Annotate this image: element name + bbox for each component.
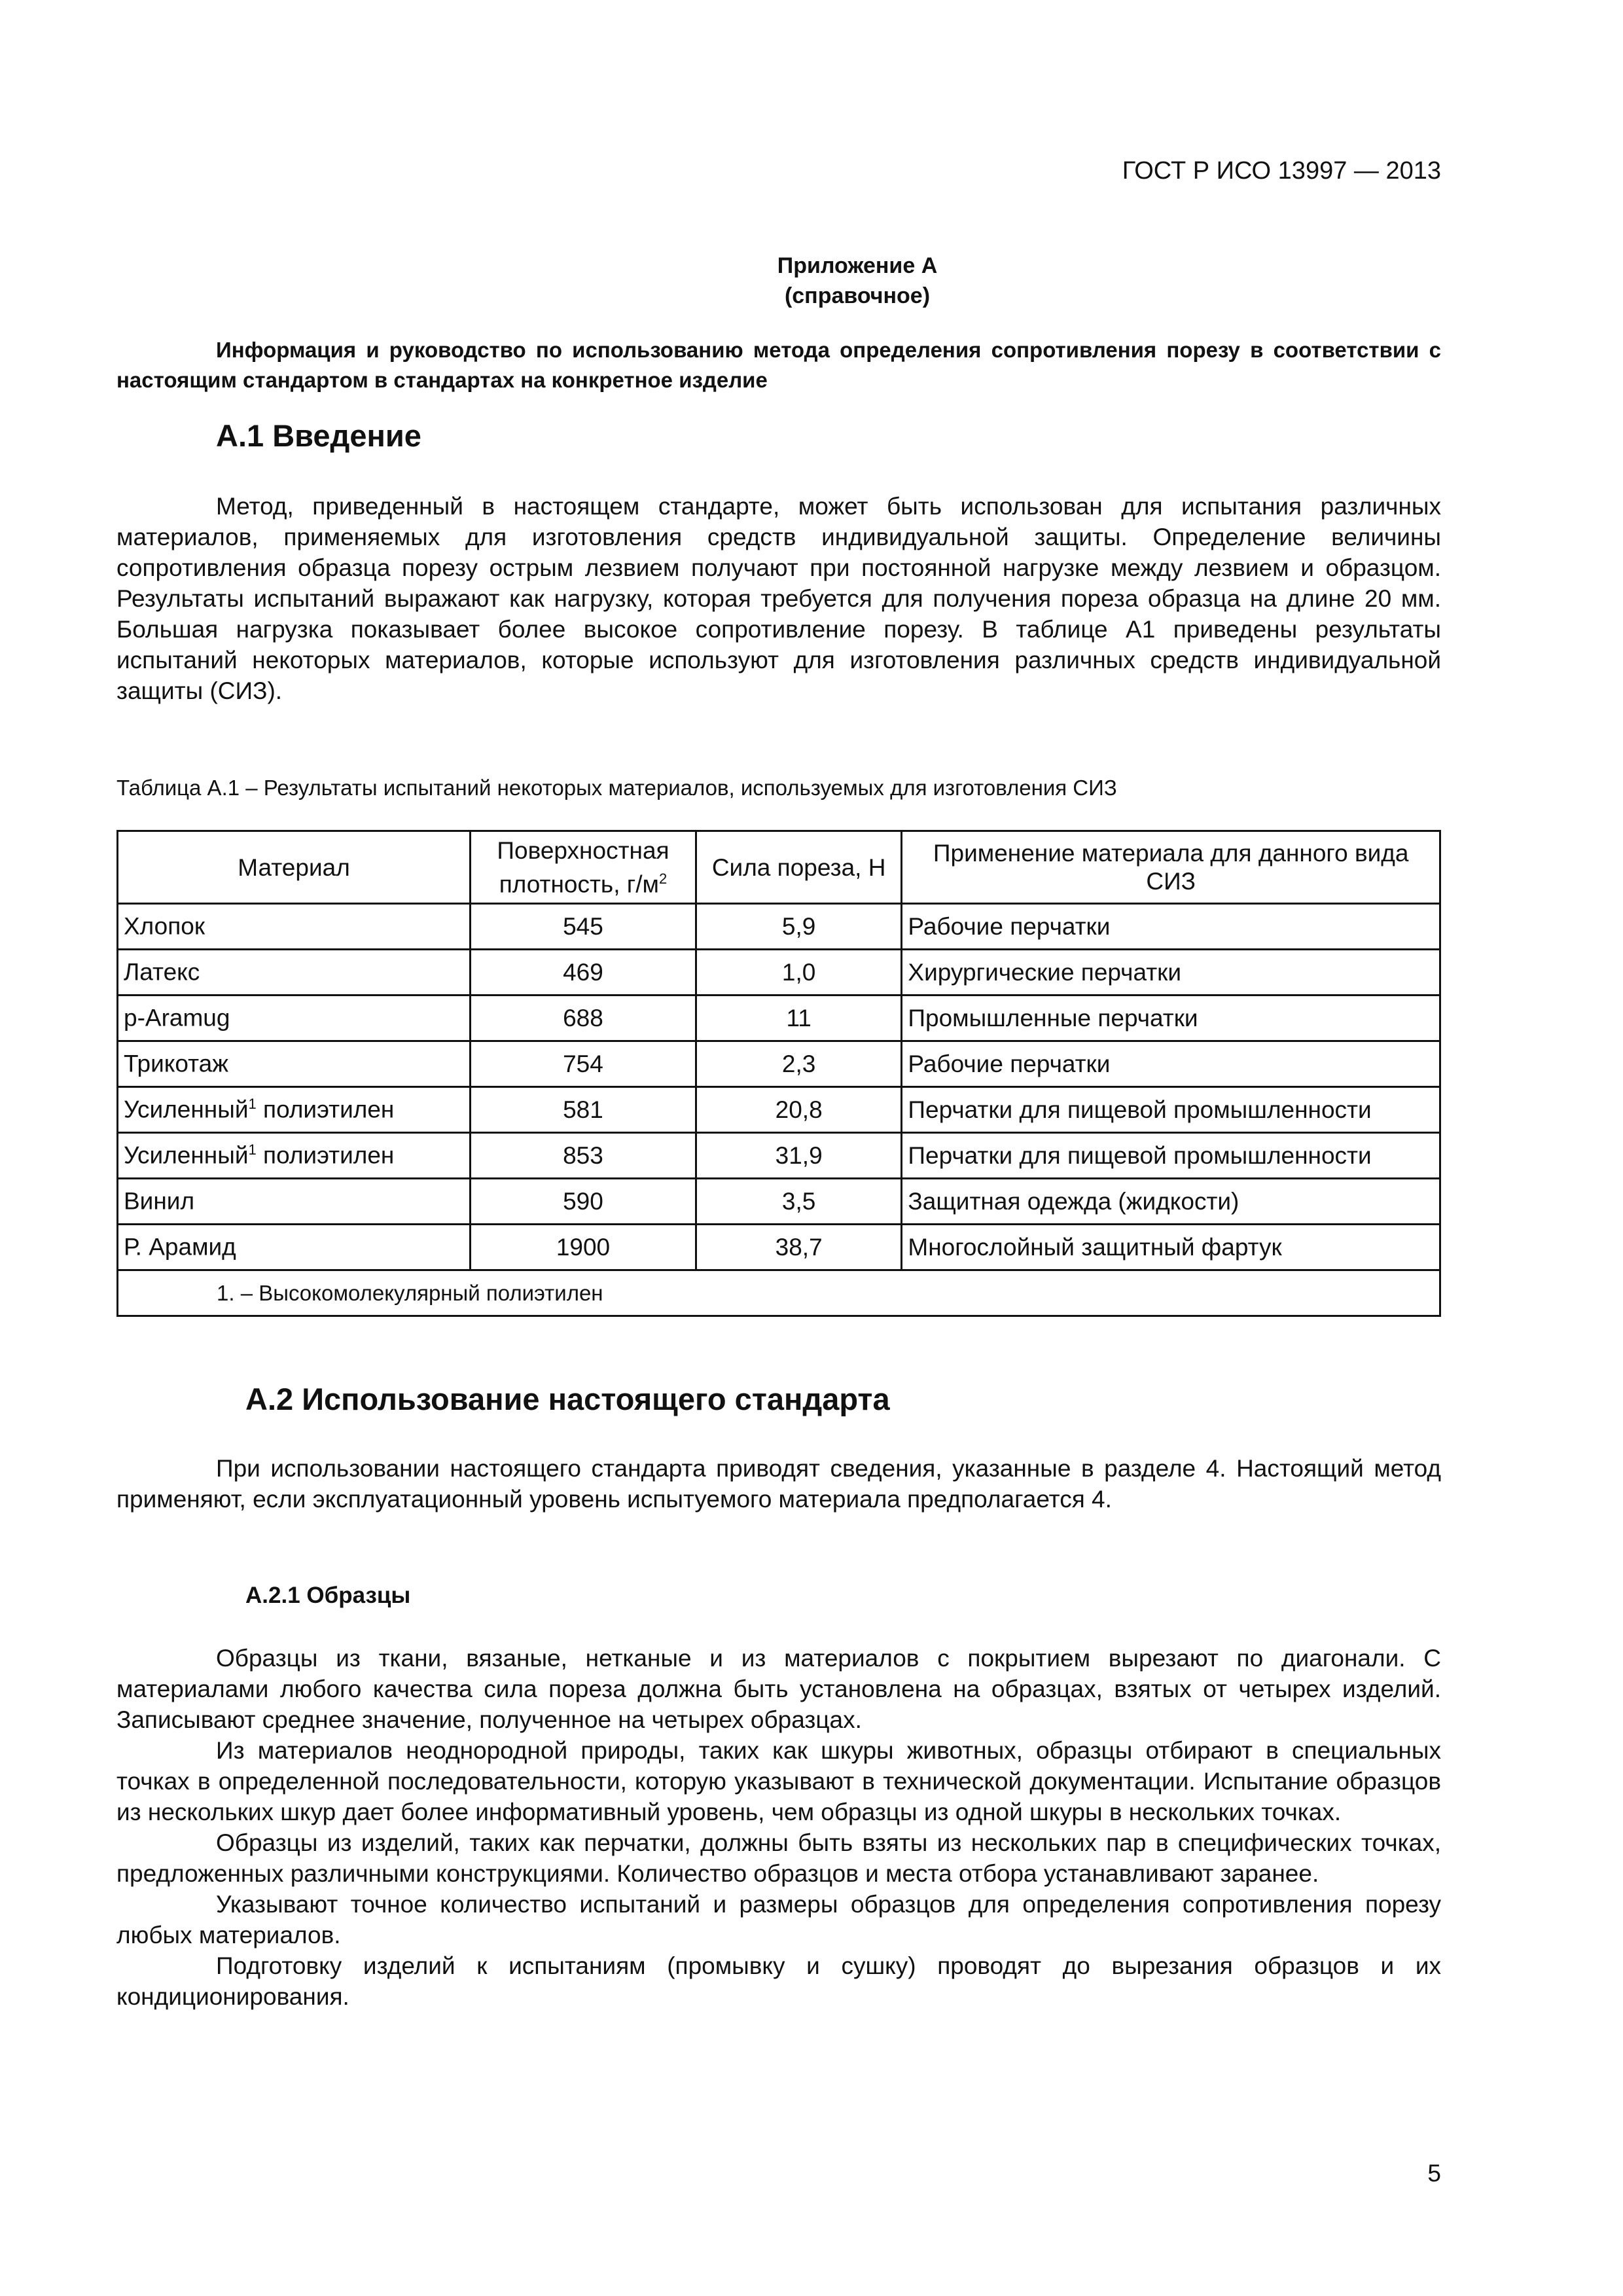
cell-density: 581 [471,1087,696,1133]
section-a21-body [116,1643,1441,2012]
section-a2-body [116,1453,1441,1515]
annex-heading [0,251,1623,311]
paragraph: Указывают точное количество испытаний и размеры образцов для определения сопротивления порезу любых материалов. [116,1891,1441,1948]
annex-type: (справочное) [784,283,931,308]
material-text: Винил [124,1187,195,1215]
cell-force: 20,8 [696,1087,902,1133]
cell-application: Защитная одежда (жидкости) [902,1179,1440,1225]
material-text: Усиленный [124,1141,249,1169]
table-row [118,1087,1440,1133]
cell-application: Хирургические перчатки [902,950,1440,996]
cell-application: Перчатки для пищевой промышленности [902,1087,1440,1133]
annex-title: Информация и руководство по использованию метода определения сопротивления порезу в соответствии с настоящим стандартом в стандартах на конкретное изделие [116,338,1441,392]
table-header-row [118,831,1440,904]
cell-force: 1,0 [696,950,902,996]
cell-density: 688 [471,996,696,1041]
table-footnote-row [118,1270,1440,1316]
section-a2-heading: А.2 Использование настоящего стандарта [245,1382,890,1416]
cell-force: 38,7 [696,1225,902,1270]
material-text: Р. Арамид [124,1233,236,1261]
table-caption: Таблица А.1 – Результаты испытаний некоторых материалов, используемых для изготовления СИЗ [116,776,1117,800]
table-row [118,904,1440,950]
paragraph: Образцы из изделий, таких как перчатки, должны быть взяты из нескольких пар в специфических точках, предложенных различными конструкциями. Количество образцов и места отбора устанавливают заранее. [116,1829,1441,1887]
cell-material [118,1179,471,1225]
page-number: 5 [1427,2160,1441,2187]
annex-label: Приложение А [777,253,938,278]
cell-material [118,1041,471,1087]
material-rest: полиэтилен [256,1096,395,1123]
material-text: Латекс [124,958,200,986]
cell-application: Рабочие перчатки [902,1041,1440,1087]
material-text: Хлопок [124,912,205,940]
cell-density: 590 [471,1179,696,1225]
materials-table [116,830,1441,1317]
table-row [118,1133,1440,1179]
cell-material [118,996,471,1041]
material-text: р-Aramug [124,1004,230,1031]
cell-density: 754 [471,1041,696,1087]
cell-material [118,1087,471,1133]
header-material: Материал [118,831,471,904]
cell-density: 1900 [471,1225,696,1270]
cell-material [118,904,471,950]
section-a1-heading: А.1 Введение [216,418,421,453]
table-row [118,1041,1440,1087]
paragraph: Из материалов неоднородной природы, таких как шкуры животных, образцы отбирают в специальных точках в определенной последовательности, которую указывают в технической документации. Испытание образцов из нескольких шкур дает более информативный уровень, чем образцы из одной шкуры в нескольких точках. [116,1737,1441,1825]
material-text: Трикотаж [124,1050,228,1077]
table-row [118,1179,1440,1225]
paragraph: Метод, приведенный в настоящем стандарте, может быть использован для испытания различных материалов, применяемых для изготовления средств индивидуальной защиты. Определение величины сопротивления образца порезу острым лезвием получают при постоянной нагрузке между лезвием и образцом. Результаты испытаний выражают как нагрузку, которая требуется для получения пореза образца на длине 20 мм. Большая нагрузка показывает более высокое сопротивление порезу. В таблице А1 приведены результаты испытаний некоторых материалов, которые используют для изготовления различных средств индивидуальной защиты (СИЗ). [116,493,1441,704]
material-text: Усиленный [124,1096,249,1123]
cell-density: 469 [471,950,696,996]
cell-force: 3,5 [696,1179,902,1225]
section-a21-heading: А.2.1 Образцы [245,1583,411,1608]
cell-density: 853 [471,1133,696,1179]
cell-force: 5,9 [696,904,902,950]
material-sup: 1 [248,1096,257,1113]
cell-force: 31,9 [696,1133,902,1179]
cell-application: Многослойный защитный фартук [902,1225,1440,1270]
header-density [471,831,696,904]
paragraph: При использовании настоящего стандарта приводят сведения, указанные в разделе 4. Настоящий метод применяют, если эксплуатационный уровень испытуемого материала предполагается 4. [116,1455,1441,1513]
cell-density: 545 [471,904,696,950]
cell-material [118,1225,471,1270]
cell-application: Промышленные перчатки [902,996,1440,1041]
cell-force: 11 [696,996,902,1041]
cell-application: Рабочие перчатки [902,904,1440,950]
cell-force: 2,3 [696,1041,902,1087]
section-a1-body [116,491,1441,706]
table-row [118,950,1440,996]
table-footnote: 1. – Высокомолекулярный полиэтилен [118,1270,1440,1316]
material-rest: полиэтилен [256,1141,395,1169]
table-row [118,1225,1440,1270]
standard-designation: ГОСТ Р ИСО 13997 — 2013 [1122,157,1441,185]
paragraph: Подготовку изделий к испытаниям (промывку и сушку) проводят до вырезания образцов и их кондиционирования. [116,1952,1441,2010]
header-force: Сила пореза, Н [696,831,902,904]
header-density-text: Поверхностная плотность, г/м [497,836,669,898]
header-application: Применение материала для данного вида СИЗ [902,831,1440,904]
paragraph: Образцы из ткани, вязаные, нетканые и из материалов с покрытием вырезают по диагонали. С материалами любого качества сила пореза должна быть установлена на образцах, взятых от четырех изделий. Записывают среднее значение, полученное на четырех образцах. [116,1645,1441,1733]
header-density-sup: 2 [658,870,668,887]
material-sup: 1 [248,1141,257,1158]
cell-material [118,1133,471,1179]
cell-application: Перчатки для пищевой промышленности [902,1133,1440,1179]
table-row [118,996,1440,1041]
cell-material [118,950,471,996]
